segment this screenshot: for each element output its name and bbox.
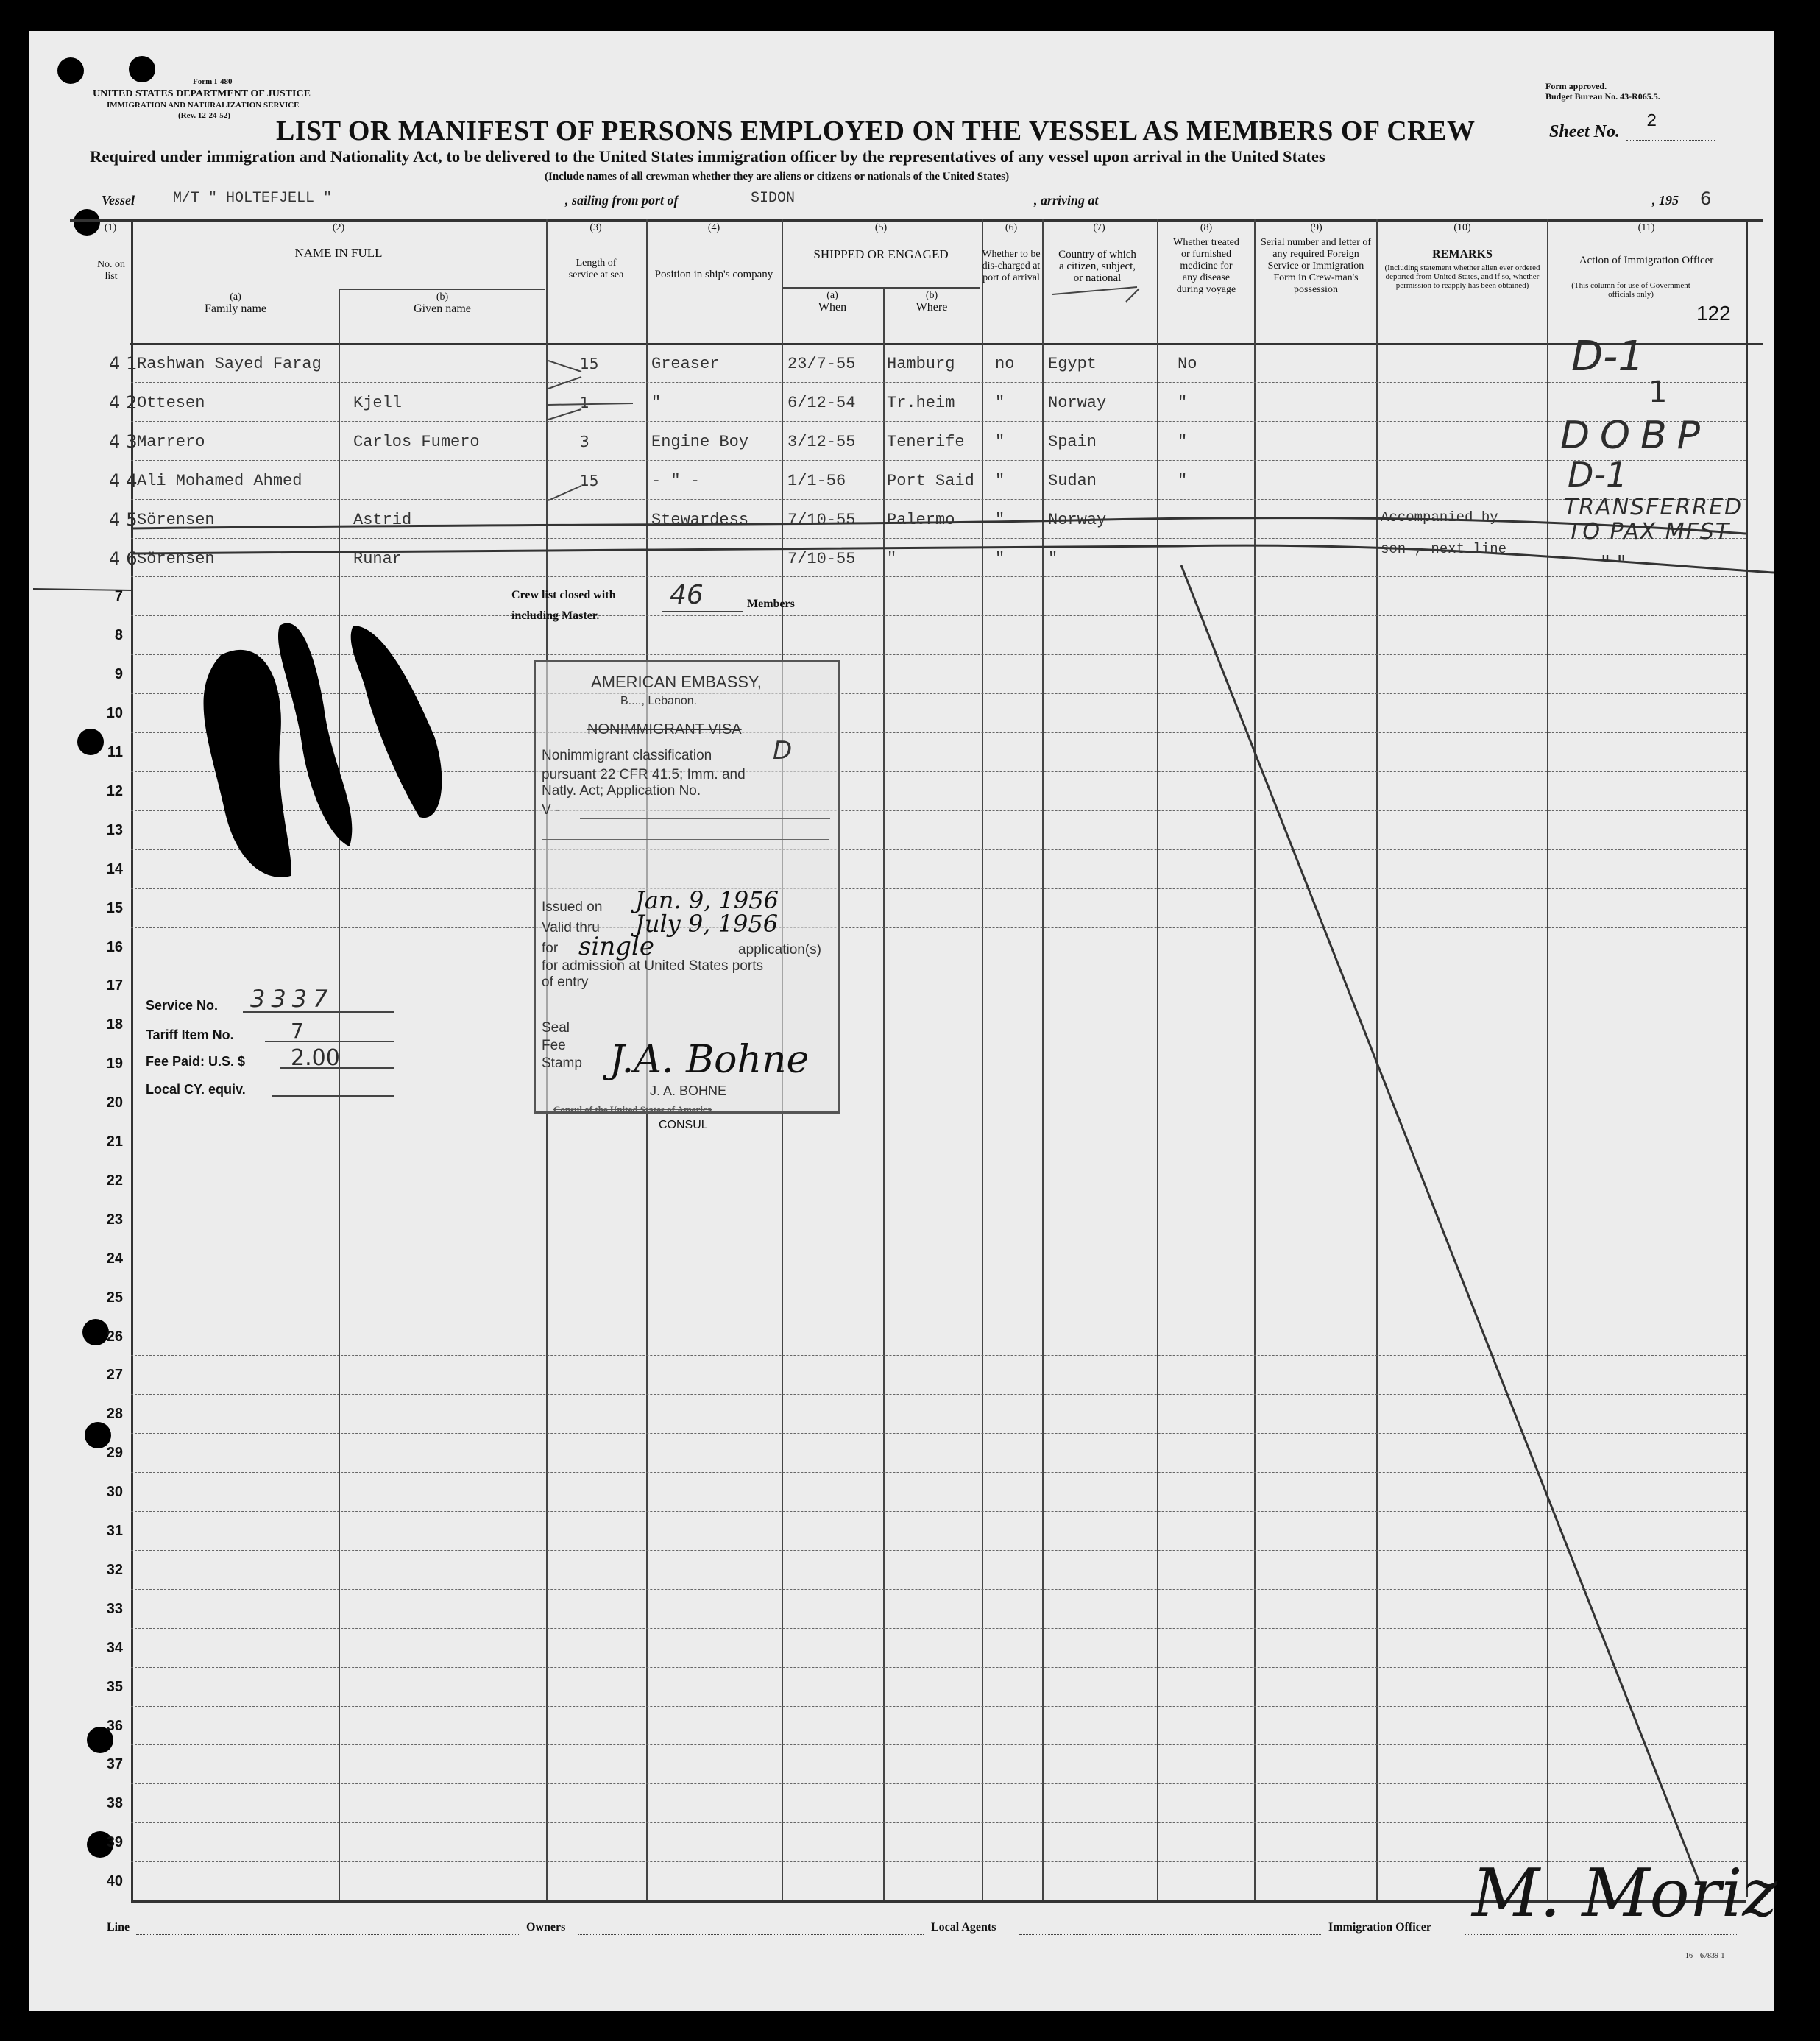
crew-given-name: Kjell <box>353 393 403 412</box>
row-number: 33 <box>106 1600 123 1617</box>
revision: (Rev. 12-24-52) <box>178 111 230 120</box>
local-cy-label: Local CY. equiv. <box>146 1082 246 1097</box>
col-10-note: (Including statement whether alien ever ordered deported from United States, and if so, whether permission to reapply has been obtained) <box>1384 263 1540 290</box>
stamp-v: V - <box>542 802 560 818</box>
row-number: 10 <box>106 705 123 722</box>
crew-number: 42 <box>109 392 144 413</box>
crew-position: Greaser <box>651 355 720 373</box>
crew-shipped-where: Port Said <box>887 471 974 490</box>
col-6-num: (6) <box>1005 222 1018 233</box>
crew-shipped-where: Tenerife <box>887 432 965 451</box>
stamp-application: Natly. Act; Application No. <box>542 783 701 799</box>
col-7-num: (7) <box>1093 222 1105 233</box>
crew-number: 46 <box>109 548 144 569</box>
action-note-45: TRANSFERRED <box>1564 495 1743 520</box>
stamp-for-value: single <box>578 932 654 961</box>
crew-closed-master: including Master. <box>511 609 600 622</box>
row-number: 22 <box>106 1172 123 1189</box>
row-number: 23 <box>106 1211 123 1228</box>
stamp-visa-type: NONIMMIGRANT VISA <box>587 721 742 737</box>
row-number: 21 <box>106 1133 123 1150</box>
row-number: 25 <box>106 1289 123 1306</box>
col-2a-label: Family name <box>205 303 266 315</box>
col-8-num: (8) <box>1200 222 1213 233</box>
tariff-label: Tariff Item No. <box>146 1027 234 1042</box>
row-number: 28 <box>106 1406 123 1423</box>
row-number: 15 <box>106 899 123 916</box>
crew-service-length: 15 <box>580 471 599 489</box>
footer-line-label: Line <box>107 1921 130 1934</box>
action-note-42: 1 <box>1649 375 1668 409</box>
crew-shipped-when: 3/12-55 <box>787 432 856 451</box>
row-number: 35 <box>106 1678 123 1695</box>
fee-paid-label: Fee Paid: U.S. $ <box>146 1054 246 1069</box>
stamp-classification: Nonimmigrant classification <box>542 748 712 763</box>
row-number: 17 <box>106 977 123 994</box>
year-digit: 6 <box>1700 188 1712 209</box>
stamp-valid-date: July 9, 1956 <box>635 910 779 938</box>
col-10-num: (10) <box>1453 222 1471 233</box>
stamp-valid-label: Valid thru <box>542 920 600 935</box>
stamp-entry: of entry <box>542 974 589 990</box>
tariff-value: 7 <box>291 1019 304 1043</box>
col-1-label: No. on list <box>96 259 126 282</box>
crew-number: 41 <box>109 353 144 374</box>
stamp-stamp: Stamp <box>542 1055 582 1071</box>
page-title: LIST OR MANIFEST OF PERSONS EMPLOYED ON THE VESSEL AS MEMBERS OF CREW <box>276 116 1476 146</box>
row-number: 30 <box>106 1484 123 1501</box>
stamp-issued-date: Jan. 9, 1956 <box>635 886 779 914</box>
crew-given-name: Carlos Fumero <box>353 432 480 451</box>
crew-family-name: Rashwan Sayed Farag <box>137 355 322 373</box>
col-10-label: REMARKS <box>1432 248 1493 261</box>
col-2b-num: (b) <box>436 291 449 303</box>
crew-remarks: son , next line <box>1381 540 1507 557</box>
crew-shipped-where: " <box>887 549 897 568</box>
subtitle-note: (Include names of all crewman whether they are aliens or citizens or nationals of the United States) <box>545 171 1010 183</box>
row-number: 14 <box>106 860 123 877</box>
row-number: 29 <box>106 1445 123 1462</box>
row-number: 12 <box>106 782 123 799</box>
col-5b-num: (b) <box>925 290 938 301</box>
stamp-applications: application(s) <box>738 942 821 958</box>
action-note-44: D-1 <box>1568 455 1628 495</box>
crew-closed-label: Crew list closed with <box>511 589 616 601</box>
print-code: 16—67839-1 <box>1685 1952 1725 1960</box>
port-of-sailing: SIDON <box>751 190 796 207</box>
stamp-consul: CONSUL <box>659 1119 708 1131</box>
col-9-label: Serial number and letter of any required Foreign Service or Immigration Form in Crew-man's possession <box>1260 237 1372 295</box>
crew-discharged: " <box>995 393 1005 412</box>
col-5b-label: Where <box>916 301 948 314</box>
fee-paid-value: 2.00 <box>291 1045 340 1071</box>
crew-medicine: " <box>1178 432 1188 451</box>
col-6-label: Whether to be dis-charged at port of arrival <box>982 249 1041 283</box>
crew-remarks: Accompanied by <box>1381 509 1498 526</box>
crew-family-name: Ali Mohamed Ahmed <box>137 471 302 490</box>
row-number: 34 <box>106 1639 123 1656</box>
row-number: 32 <box>106 1561 123 1578</box>
crew-country: Norway <box>1048 510 1107 529</box>
year-label: , 195 <box>1652 193 1679 208</box>
footer-owners-label: Owners <box>526 1921 566 1934</box>
crew-discharged: " <box>995 510 1005 529</box>
stamp-signature: J.A. Bohne <box>609 1038 810 1082</box>
action-note-43: DOBP <box>1560 414 1711 458</box>
row-number: 36 <box>106 1717 123 1734</box>
stamp-embassy: AMERICAN EMBASSY, <box>591 673 762 691</box>
page-number: 122 <box>1696 302 1731 325</box>
col-1-num: (1) <box>104 222 117 233</box>
footer-officer-label: Immigration Officer <box>1328 1921 1431 1934</box>
crew-number: 43 <box>109 431 144 452</box>
stamp-fee: Fee <box>542 1038 566 1053</box>
service-no-value: 3337 <box>250 985 334 1013</box>
crew-position: Engine Boy <box>651 432 749 451</box>
crew-closed-members: Members <box>747 598 795 610</box>
col-5a-label: When <box>818 301 847 314</box>
crew-service-length: 15 <box>580 355 599 372</box>
crew-country: " <box>1048 549 1058 568</box>
crew-given-name: Runar <box>353 549 403 568</box>
row-number: 18 <box>106 1016 123 1033</box>
sheet-label: Sheet No. <box>1549 122 1620 141</box>
stamp-classification-value: D <box>773 736 793 765</box>
row-number: 26 <box>106 1328 123 1345</box>
crew-discharged: " <box>995 549 1005 568</box>
crew-given-name: Astrid <box>353 510 412 529</box>
arriving-label: , arriving at <box>1034 193 1099 208</box>
crew-position: - " - <box>651 471 701 490</box>
crew-country: Norway <box>1048 393 1107 412</box>
row-number: 24 <box>106 1250 123 1267</box>
crew-shipped-where: Hamburg <box>887 355 955 373</box>
department: UNITED STATES DEPARTMENT OF JUSTICE <box>93 88 311 99</box>
action-note-46: TO PAX MFST <box>1568 519 1731 545</box>
col-3-num: (3) <box>589 222 602 233</box>
form-approved: Form approved. <box>1545 81 1607 91</box>
crew-country: Spain <box>1048 432 1097 451</box>
visa-stamp <box>534 660 840 1114</box>
action-note-ditto: " " <box>1601 551 1626 575</box>
sheet-number: 2 <box>1646 112 1657 132</box>
col-4-num: (4) <box>707 222 720 233</box>
crew-family-name: Sörensen <box>137 549 215 568</box>
row-number: 8 <box>114 627 123 644</box>
action-note-41: D-1 <box>1571 333 1644 381</box>
crew-shipped-when: 6/12-54 <box>787 393 856 412</box>
col-5-label: SHIPPED OR ENGAGED <box>813 247 949 261</box>
crew-service-length: 3 <box>580 432 589 450</box>
row-number: 7 <box>114 588 123 605</box>
row-number: 13 <box>106 821 123 838</box>
row-number: 37 <box>106 1756 123 1773</box>
col-2b-label: Given name <box>414 303 471 315</box>
crew-family-name: Marrero <box>137 432 205 451</box>
crew-shipped-when: 1/1-56 <box>787 471 846 490</box>
crew-closed-count: 46 <box>670 580 704 610</box>
footer-agents-label: Local Agents <box>931 1921 996 1934</box>
col-2a-num: (a) <box>230 291 241 303</box>
stamp-seal: Seal <box>542 1020 570 1036</box>
stamp-issued-label: Issued on <box>542 899 603 915</box>
col-11-label: Action of Immigration Officer <box>1579 255 1714 266</box>
crew-position: Stewardess <box>651 510 749 529</box>
row-number: 20 <box>106 1094 123 1111</box>
crew-country: Sudan <box>1048 471 1097 490</box>
stamp-officer-name: J. A. BOHNE <box>650 1083 727 1098</box>
crew-number: 44 <box>109 470 144 491</box>
row-number: 19 <box>106 1055 123 1072</box>
crew-shipped-when: 7/10-55 <box>787 510 856 529</box>
crew-position: " <box>651 393 662 412</box>
service-no-label: Service No. <box>146 998 219 1013</box>
row-number: 38 <box>106 1795 123 1812</box>
row-number: 11 <box>107 744 123 760</box>
crew-family-name: Sörensen <box>137 510 215 529</box>
col-11-note: (This column for use of Government officials only) <box>1571 281 1690 299</box>
sailing-label: , sailing from port of <box>565 193 679 208</box>
crew-family-name: Ottesen <box>137 393 205 412</box>
crew-medicine: No <box>1178 355 1197 373</box>
crew-medicine: " <box>1178 471 1188 490</box>
stamp-consul-line: Consul of the United States of America <box>553 1104 712 1115</box>
row-number: 31 <box>106 1523 123 1539</box>
col-2-num: (2) <box>332 222 345 233</box>
col-7-label: Country of which a citizen, subject, or national <box>1058 249 1136 284</box>
stamp-pursuant: pursuant 22 CFR 41.5; Imm. and <box>542 767 746 782</box>
row-number: 9 <box>114 666 123 683</box>
subtitle: Required under immigration and Nationality Act, to be delivered to the United States immigration officer by the representatives of any vessel upon arrival in the United States <box>90 147 1325 166</box>
col-5-num: (5) <box>874 222 888 233</box>
crew-shipped-where: Tr.heim <box>887 393 955 412</box>
crew-discharged: " <box>995 432 1005 451</box>
col-4-label: Position in ship's company <box>654 269 773 280</box>
crew-discharged: no <box>995 355 1015 373</box>
row-number: 39 <box>106 1834 123 1851</box>
budget-bureau: Budget Bureau No. 43-R065.5. <box>1545 91 1660 102</box>
row-number: 27 <box>106 1367 123 1384</box>
vessel-label: Vessel <box>102 193 135 208</box>
col-8-label: Whether treated or furnished medicine for any disease during voyage <box>1173 237 1239 295</box>
crew-service-length: 1 <box>580 393 589 411</box>
col-9-num: (9) <box>1310 222 1322 233</box>
form-number: Form I-480 <box>193 77 233 86</box>
crew-shipped-when: 7/10-55 <box>787 549 856 568</box>
stamp-for-label: for <box>542 941 559 956</box>
crew-number: 45 <box>109 509 144 530</box>
col-5a-num: (a) <box>826 290 838 301</box>
stamp-admission: for admission at United States ports <box>542 958 763 974</box>
col-2-label: NAME IN FULL <box>294 246 383 260</box>
crew-shipped-where: Palermo <box>887 510 955 529</box>
col-3-label: Length of service at sea <box>568 258 624 280</box>
vessel-name: M/T " HOLTEFJELL " <box>173 190 333 207</box>
crew-discharged: " <box>995 471 1005 490</box>
crew-country: Egypt <box>1048 355 1097 373</box>
col-11-num: (11) <box>1637 222 1655 233</box>
row-number: 40 <box>106 1873 123 1890</box>
row-number: 16 <box>106 938 123 955</box>
crew-medicine: " <box>1178 393 1188 412</box>
stamp-city: B...., Lebanon. <box>620 695 698 707</box>
crew-shipped-when: 23/7-55 <box>787 355 856 373</box>
service: IMMIGRATION AND NATURALIZATION SERVICE <box>107 101 300 110</box>
officer-signature: M. Moriz <box>1472 1855 1777 1932</box>
